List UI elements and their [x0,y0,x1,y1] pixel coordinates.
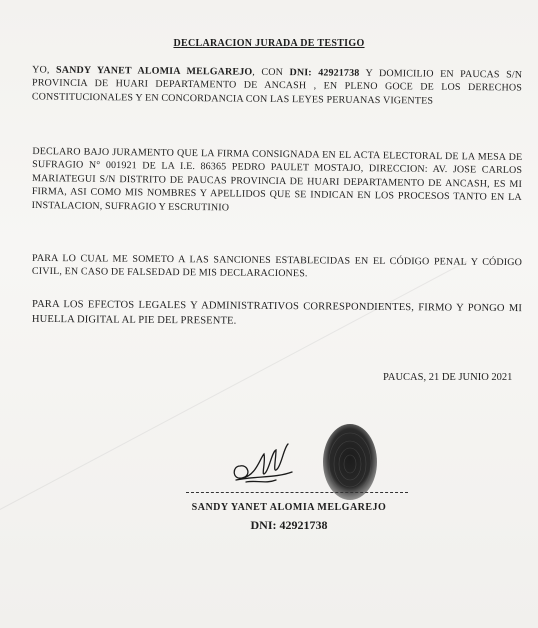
paragraph-lead: YO, [32,64,57,76]
sanctions-paragraph: PARA LO CUAL ME SOMETO A LAS SANCIONES ESTABLECIDAS EN EL CÓDIGO PENAL Y CÓDIGO CIVIL, EN CASO DE FALSEDAD DE MIS DECLARACIONES. [31,252,523,280]
declarant-paragraph [32,63,522,108]
declarant-dni: DNI: 42921738 [289,67,360,79]
handwritten-signature [226,436,296,490]
sworn-statement-paragraph: DECLARO BAJO JURAMENTO QUE LA FIRMA CONSIGNADA EN EL ACTA ELECTORAL DE LA MESA DE SUFRAGIO N° 001921 DE LA I.E. 86365 PEDRO PAULET MOSTAJO, DIRECCION: AV. JOSE CARLOS MARIATEGUI S/N DISTRITO DE PAUCAS PROVINCIA DE HUARI DEPARTAMENTO DE ANCASH, ES MI FIRMA, ASI COMO MIS NOMBRES Y APELLIDOS QUE SE INDICAN EN LOS PROCESOS TANTO EN LA INSTALACION, SUFRAGIO Y ESCRUTINIO [31,146,523,214]
legal-effects-paragraph: PARA LOS EFECTOS LEGALES Y ADMINISTRATIVOS CORRESPONDIENTES, FIRMO Y PONGO MI HUELLA DIGITAL AL PIE DEL PRESENTE. [31,298,523,327]
place-date: PAUCAS, 21 DE JUNIO 2021 [383,372,513,383]
signer-name: SANDY YANET ALOMIA MELGAREJO [191,502,387,513]
document-title: DECLARACION JURADA DE TESTIGO [173,38,365,49]
signer-dni: DNI: 42921738 [250,518,328,532]
signature-line [186,492,408,493]
declarant-name: SANDY YANET ALOMIA MELGAREJO [55,64,253,78]
paragraph-rest: Y DOMICILIO EN PAUCAS S/N PROVINCIA DE HUARI DEPARTAMENTO DE ANCASH , EN PLENO GOCE DE LOS DERECHOS CONSTITUCIONALES Y EN CONCORDANCIA CON LAS LEYES PERUANAS VIGENTES [31,67,523,107]
paragraph-mid: , CON [252,66,290,79]
